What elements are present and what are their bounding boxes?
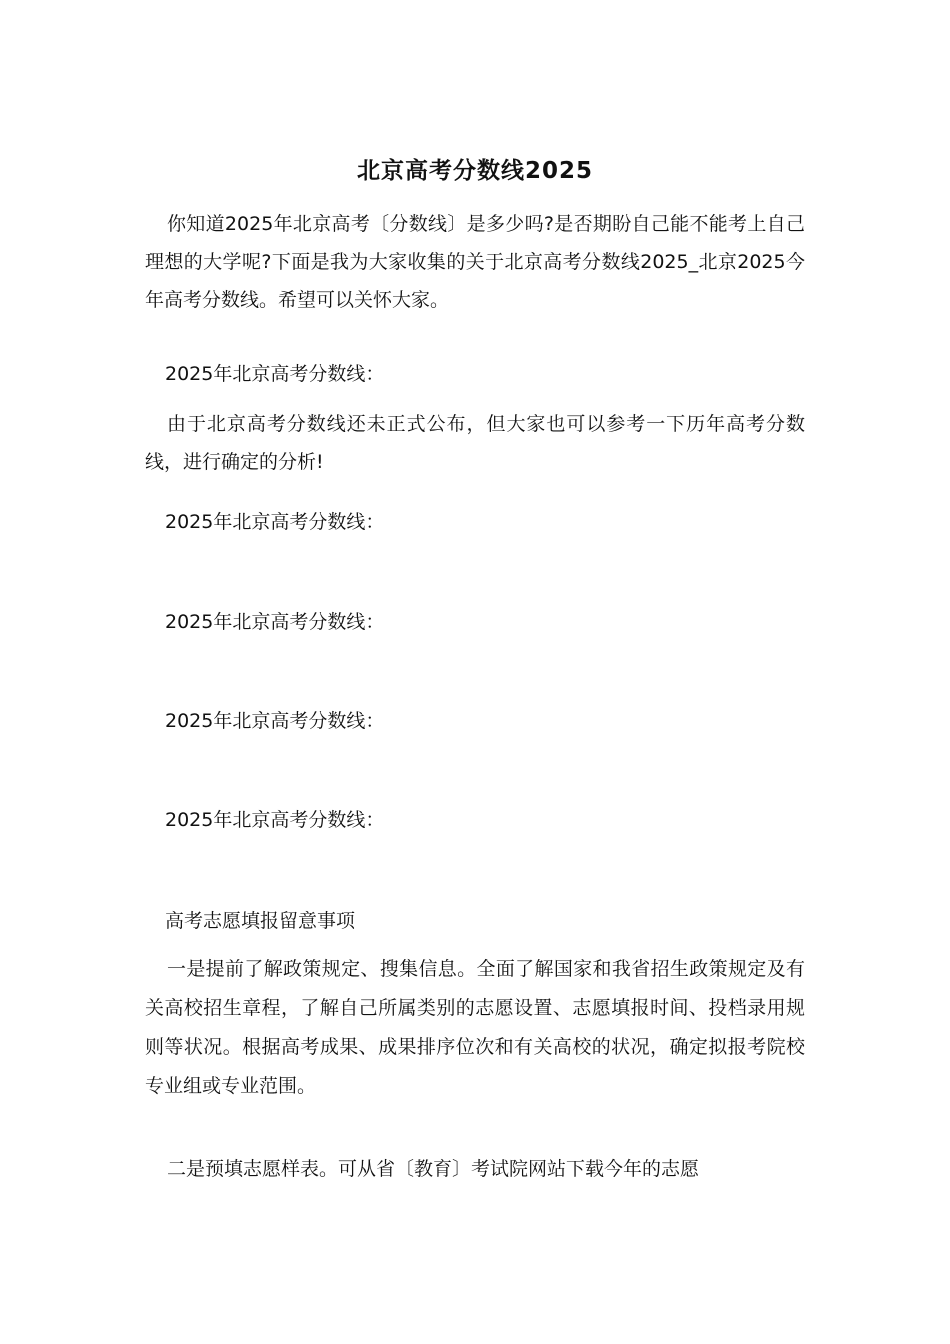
tip-paragraph: 二是预填志愿样表。可从省〔教育〕考试院网站下载今年的志愿 bbox=[167, 1158, 700, 1180]
score-line-heading: 2025年北京高考分数线： bbox=[165, 809, 385, 831]
score-line-heading: 2025年北京高考分数线： bbox=[165, 710, 385, 732]
notice-paragraph: 由于北京高考分数线还未正式公布，但大家也可以参考一下历年高考分数线，进行确定的分析! bbox=[145, 413, 805, 473]
score-line-heading: 2025年北京高考分数线： bbox=[165, 363, 385, 385]
document-title: 北京高考分数线2025 bbox=[356, 158, 593, 184]
tips-heading: 高考志愿填报留意事项 bbox=[165, 910, 356, 932]
tip-paragraph: 一是提前了解政策规定、搜集信息。全面了解国家和我省招生政策规定及有关高校招生章程，了解自己所属类别的志愿设置、志愿填报时间、投档录用规则等状况。根据高考成果、成果排序位次和有关高校的状况，确定拟报考院校专业组或专业范围。 bbox=[145, 958, 805, 1097]
score-line-heading: 2025年北京高考分数线： bbox=[165, 611, 385, 633]
score-line-heading: 2025年北京高考分数线： bbox=[165, 511, 385, 533]
intro-paragraph: 你知道2025年北京高考〔分数线〕是多少吗?是否期盼自己能不能考上自己理想的大学呢?下面是我为大家收集的关于北京高考分数线2025_北京2025今年高考分数线。希望可以关怀大家。 bbox=[145, 213, 805, 311]
